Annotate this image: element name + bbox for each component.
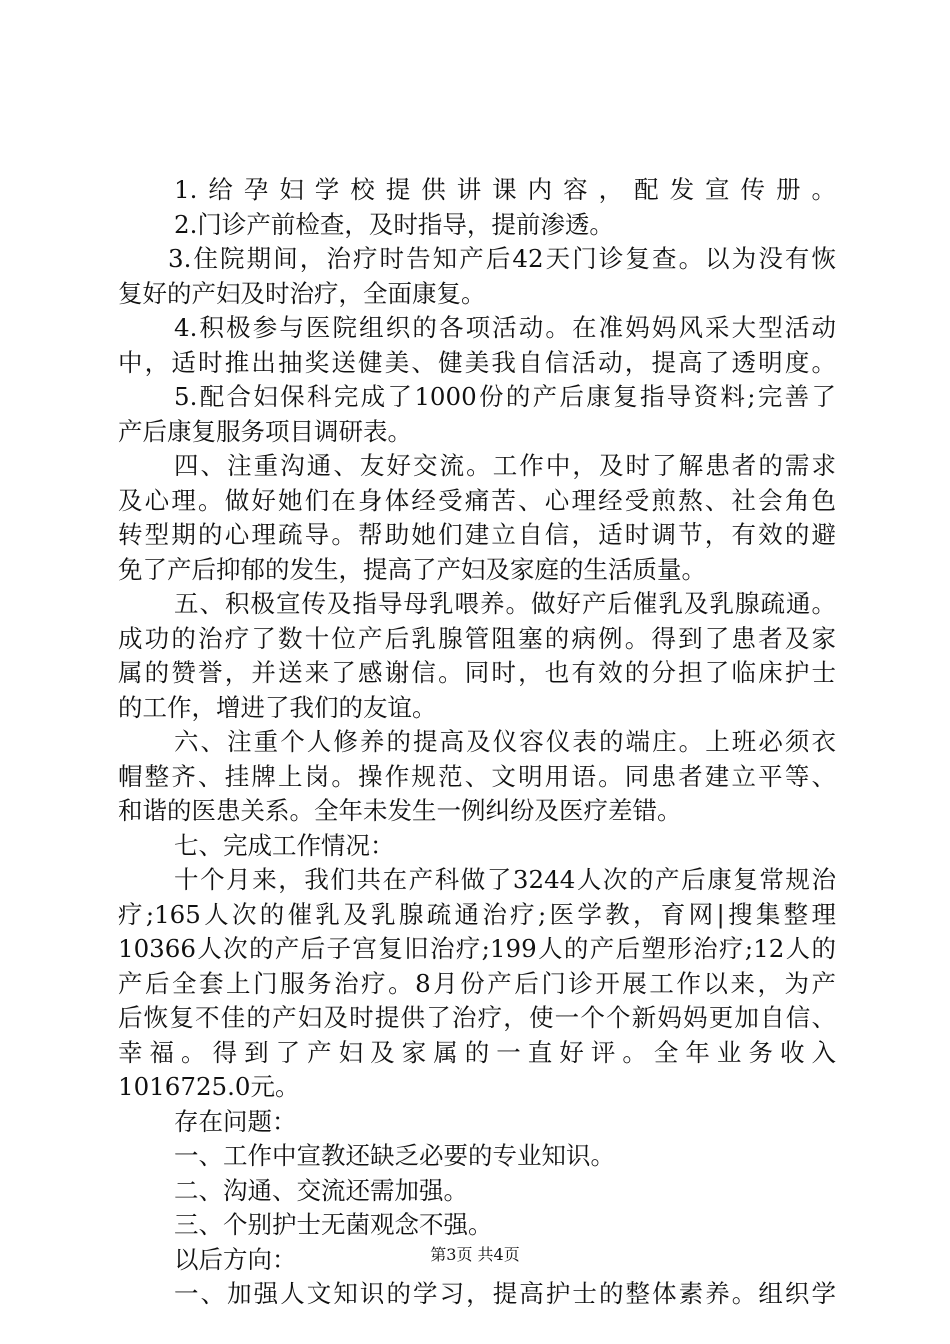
- body-line-32: 以后方向：: [174, 1244, 297, 1274]
- body-line-2: 2.门诊产前检查，及时指导，提前渗透。: [174, 209, 614, 239]
- body-line-22: 疗;165人次的催乳及乳腺疏通治疗;医学教，育网|搜集整理: [118, 899, 836, 929]
- body-line-25: 后恢复不佳的产妇及时提供了治疗，使一个个新妈妈更加自信、: [118, 1003, 836, 1032]
- body-line-4: 复好的产妇及时治疗，全面康复。: [118, 278, 486, 308]
- body-line-33: 一、加强人文知识的学习，提高护士的整体素养。组织学: [174, 1279, 836, 1308]
- body-line-15: 属的赞誉，并送来了感谢信。同时，也有效的分担了临床护士: [118, 658, 836, 687]
- body-line-16: 的工作，增进了我们的友谊。: [118, 692, 437, 722]
- body-line-3: 3.住院期间，治疗时告知产后42天门诊复查。以为没有恢: [168, 244, 836, 273]
- body-line-21: 十个月来，我们共在产科做了3244人次的产后康复常规治: [174, 865, 836, 894]
- body-line-24: 产后全套上门服务治疗。8月份产后门诊开展工作以来，为产: [118, 968, 836, 998]
- body-line-14: 成功的治疗了数十位产后乳腺管阻塞的病例。得到了患者及家: [118, 623, 836, 653]
- body-line-8: 产后康复服务项目调研表。: [118, 416, 412, 446]
- body-line-27: 1016725.0元。: [118, 1072, 300, 1101]
- document-body: [118, 173, 836, 1312]
- body-line-19: 和谐的医患关系。全年未发生一例纠纷及医疗差错。: [118, 796, 682, 825]
- body-line-10: 及心理。做好她们在身体经受痛苦、心理经受煎熬、社会角色: [118, 485, 836, 515]
- body-line-29: 一、工作中宣教还缺乏必要的专业知识。: [174, 1141, 615, 1170]
- body-line-5: 4.积极参与医院组织的各项活动。在准妈妈风采大型活动: [174, 313, 836, 342]
- body-line-20: 七、完成工作情况：: [174, 830, 395, 860]
- body-line-28: 存在问题：: [174, 1106, 297, 1136]
- body-line-6: 中，适时推出抽奖送健美、健美我自信活动，提高了透明度。: [118, 347, 836, 377]
- body-line-7: 5.配合妇保科完成了1000份的产后康复指导资料;完善了: [174, 382, 836, 411]
- body-line-17: 六、注重个人修养的提高及仪容仪表的端庄。上班必须衣: [174, 727, 836, 756]
- page-number-footer: 第3页 共4页: [430, 1245, 520, 1264]
- body-line-13: 五、积极宣传及指导母乳喂养。做好产后催乳及乳腺疏通。: [174, 589, 836, 618]
- body-line-12: 免了产后抑郁的发生，提高了产妇及家庭的生活质量。: [118, 554, 706, 584]
- body-line-31: 三、个别护士无菌观念不强。: [174, 1210, 493, 1239]
- body-line-9: 四、注重沟通、友好交流。工作中，及时了解患者的需求: [174, 451, 836, 480]
- body-line-30: 二、沟通、交流还需加强。: [174, 1175, 468, 1205]
- body-line-23: 10366人次的产后子宫复旧治疗;199人的产后塑形治疗;12人的: [118, 934, 836, 963]
- body-line-11: 转型期的心理疏导。帮助她们建立自信，适时调节，有效的避: [118, 520, 836, 549]
- body-line-18: 帽整齐、挂牌上岗。操作规范、文明用语。同患者建立平等、: [118, 761, 836, 791]
- body-line-26: 幸福。得到了产妇及家属的一直好评。全年业务收入: [118, 1037, 836, 1067]
- body-line-1: 1.给孕妇学校提供讲课内容，配发宣传册。: [174, 175, 836, 204]
